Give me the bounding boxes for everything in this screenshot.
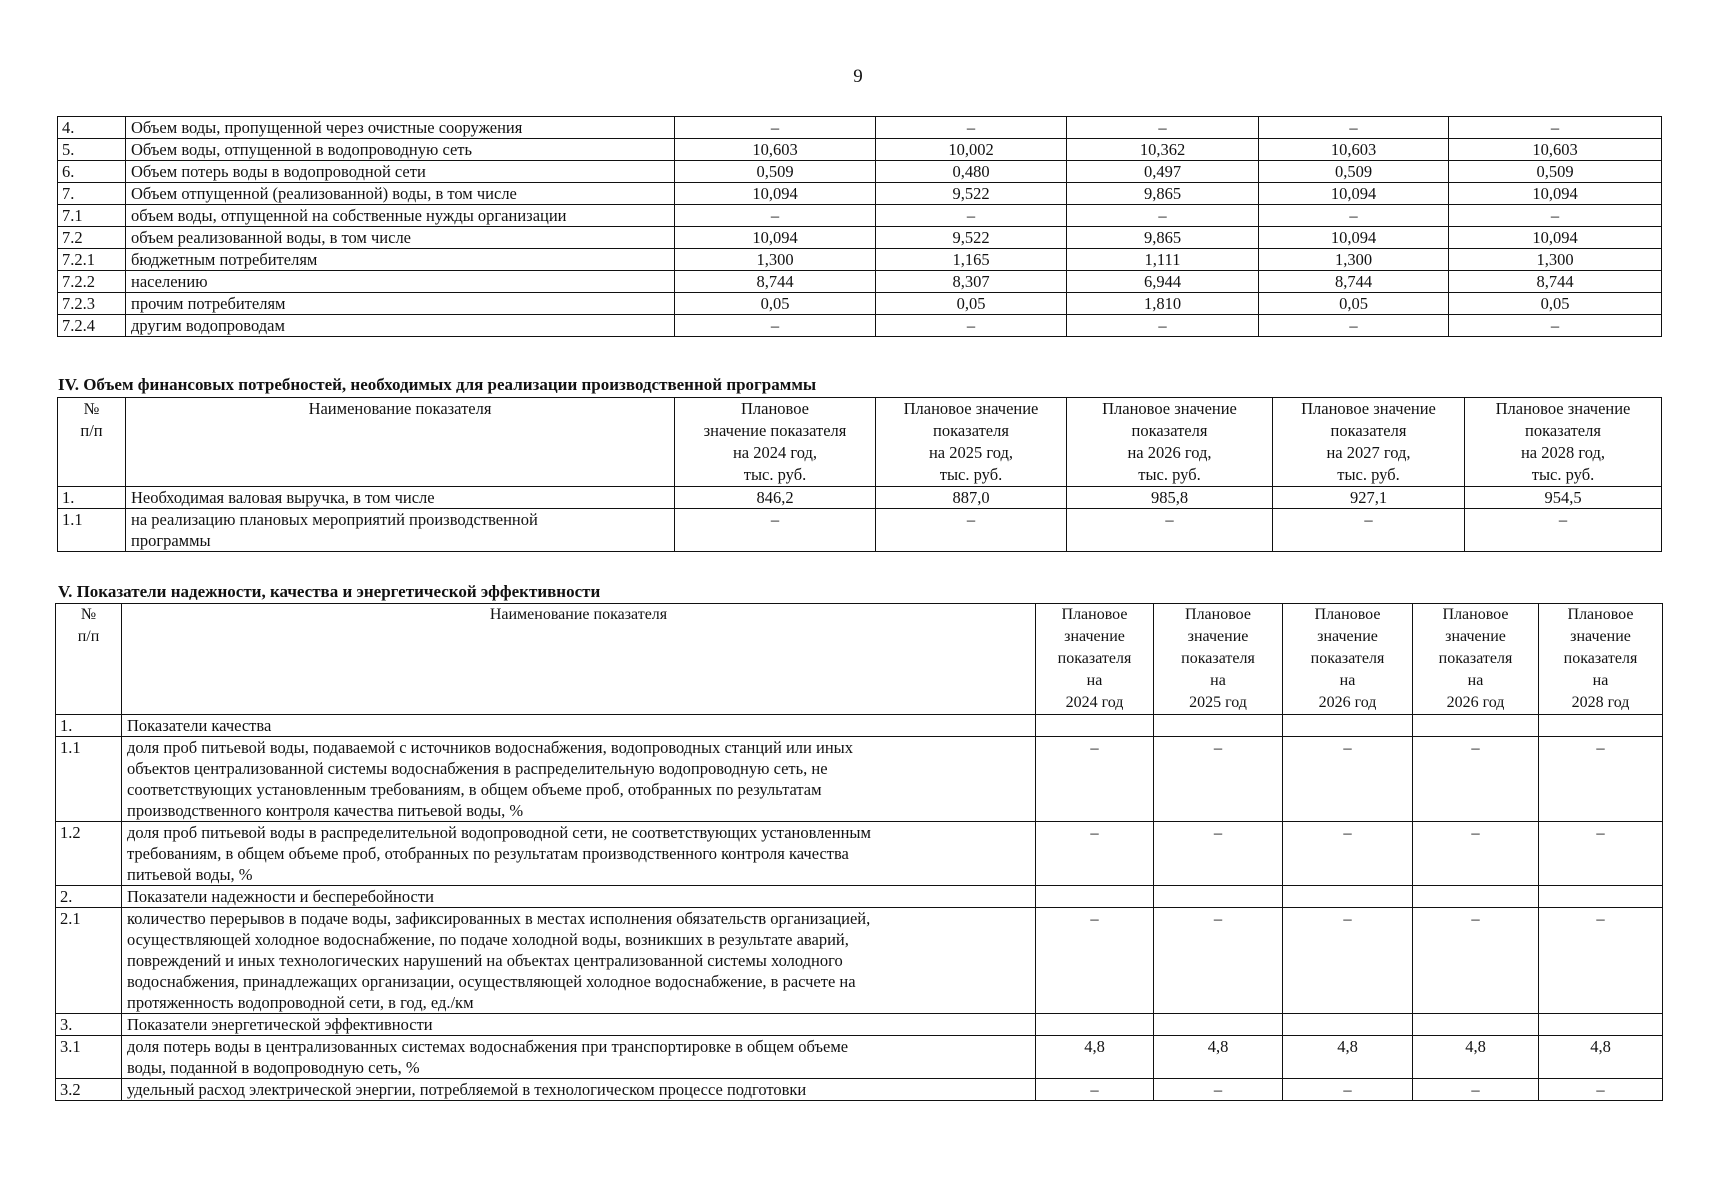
text-line: Плановое	[1061, 606, 1128, 623]
row-name: бюджетным потребителям	[126, 249, 675, 271]
text-line: доля потерь воды в централизованных системах водоснабжения при транспортировке в общем объеме	[127, 1037, 849, 1056]
value-cell	[1154, 715, 1283, 737]
row-number: 1.1	[56, 737, 122, 822]
value-cell	[1283, 1014, 1413, 1036]
text-line: объектов централизованной системы водоснабжения в распределительную водопроводную сеть, не	[127, 759, 828, 778]
value-cell: 8,744	[675, 271, 876, 293]
text-line: протяженность водопроводной сети, в год, ед./км	[127, 993, 474, 1012]
section-title: V. Показатели надежности, качества и энергетической эффективности	[58, 582, 601, 601]
value-cell: 0,05	[675, 293, 876, 315]
text-line: тыс. руб.	[1531, 465, 1595, 484]
value-cell: 8,744	[1259, 271, 1449, 293]
row-name	[122, 1079, 1036, 1101]
row-number: 2.1	[56, 908, 122, 1014]
text-line: на 2025 год,	[928, 443, 1014, 462]
text-line: значение	[1187, 628, 1249, 645]
table-row	[56, 715, 1663, 737]
header-col-cell	[1154, 604, 1283, 715]
table-row	[56, 1079, 1663, 1101]
row-number: 7.	[58, 183, 126, 205]
row-number: 1.	[58, 487, 126, 509]
text-line: значение	[1317, 628, 1378, 645]
value-cell: 1,111	[1067, 249, 1259, 271]
value-cell: –	[1413, 1079, 1539, 1101]
table-row	[58, 227, 1662, 249]
value-cell	[1283, 715, 1413, 737]
row-name	[122, 822, 1036, 886]
text-line: доля проб питьевой воды в распределительной водопроводной сети, не соответствующих установленным	[127, 823, 871, 842]
row-number: 3.	[56, 1014, 122, 1036]
value-cell: –	[1154, 908, 1283, 1014]
header-col-cell	[1465, 398, 1662, 487]
water-volume-table	[57, 116, 1662, 337]
header-col-cell	[1273, 398, 1465, 487]
text-line: тыс. руб.	[743, 465, 807, 484]
table-row	[58, 183, 1662, 205]
header-row	[58, 398, 1662, 487]
text-line: Плановое	[1314, 606, 1381, 623]
row-name: Объем потерь воды в водопроводной сети	[126, 161, 675, 183]
text-line: Плановое значение	[1102, 399, 1237, 418]
value-cell: –	[1036, 737, 1154, 822]
row-name	[122, 908, 1036, 1014]
page-number: 9	[853, 66, 863, 87]
value-cell: 9,865	[1067, 183, 1259, 205]
row-number: 7.2	[58, 227, 126, 249]
text-line: показателя	[1057, 650, 1132, 667]
value-cell: –	[1036, 908, 1154, 1014]
text-line: п/п	[77, 628, 100, 645]
text-line: программы	[131, 531, 211, 550]
row-name	[126, 487, 675, 509]
value-cell: –	[1539, 737, 1663, 822]
value-cell: 10,094	[1259, 227, 1449, 249]
header-col-cell	[1539, 604, 1663, 715]
value-cell: –	[1067, 315, 1259, 337]
value-cell: 4,8	[1539, 1036, 1663, 1079]
reliability-quality-table	[55, 603, 1663, 1101]
value-cell: –	[1539, 1079, 1663, 1101]
table-row	[58, 509, 1662, 552]
text-line: тыс. руб.	[1138, 465, 1201, 484]
value-cell: 6,944	[1067, 271, 1259, 293]
value-cell: 4,8	[1036, 1036, 1154, 1079]
value-cell: –	[1539, 908, 1663, 1014]
header-col-cell	[1067, 398, 1273, 487]
text-line: соответствующих установленным требованиям, в общем объеме проб, отобранных по результатам	[127, 780, 822, 799]
row-number: 7.1	[58, 205, 126, 227]
value-cell: 9,522	[876, 227, 1067, 249]
text-line: показателя	[1438, 650, 1513, 667]
value-cell: 4,8	[1283, 1036, 1413, 1079]
value-cell: –	[1465, 509, 1662, 552]
row-name	[122, 715, 1036, 737]
value-cell: –	[1154, 737, 1283, 822]
text-line: повреждений и иных технологических нарушений на объектах централизованной системы холодного	[127, 951, 843, 970]
row-name	[126, 509, 675, 552]
value-cell: –	[1259, 315, 1449, 337]
table-row	[58, 315, 1662, 337]
text-line: значение	[1064, 628, 1125, 645]
value-cell: 10,603	[1449, 139, 1662, 161]
value-cell: –	[675, 117, 876, 139]
table-row	[58, 161, 1662, 183]
text-line: показателя	[1310, 650, 1385, 667]
value-cell: 4,8	[1413, 1036, 1539, 1079]
text-line: на 2028 год,	[1520, 443, 1606, 462]
table-row	[56, 1014, 1663, 1036]
value-cell: –	[1036, 822, 1154, 886]
text-line: на 2026 год,	[1127, 443, 1212, 462]
value-cell	[1036, 715, 1154, 737]
value-cell: 10,603	[1259, 139, 1449, 161]
value-cell: 9,522	[876, 183, 1067, 205]
text-line: показателя	[1563, 650, 1638, 667]
row-number: 1.2	[56, 822, 122, 886]
value-cell: 9,865	[1067, 227, 1259, 249]
value-cell: –	[1449, 315, 1662, 337]
table-row	[58, 139, 1662, 161]
value-cell: –	[1154, 822, 1283, 886]
text-line: водоснабжения, принадлежащих организации, осуществляющей холодное водоснабжение, в расчете на	[127, 972, 856, 991]
header-num-cell	[58, 398, 126, 487]
text-line: Необходимая валовая выручка, в том числе	[131, 488, 435, 507]
row-number: 7.2.4	[58, 315, 126, 337]
value-cell: –	[1283, 737, 1413, 822]
value-cell: 0,497	[1067, 161, 1259, 183]
value-cell	[1413, 715, 1539, 737]
row-number: 6.	[58, 161, 126, 183]
header-col-cell	[1413, 604, 1539, 715]
value-cell: –	[1449, 205, 1662, 227]
value-cell: 10,094	[1449, 183, 1662, 205]
text-line: Показатели энергетической эффективности	[127, 1015, 433, 1034]
value-cell: –	[1413, 908, 1539, 1014]
text-line: Плановое значение	[1301, 399, 1436, 418]
text-line: доля проб питьевой воды, подаваемой с источников водоснабжения, водопроводных станций или иных	[127, 738, 853, 757]
value-cell	[1154, 1014, 1283, 1036]
text-line: Плановое	[740, 399, 809, 418]
value-cell: –	[1539, 822, 1663, 886]
row-name	[122, 1036, 1036, 1079]
text-line: Плановое значение	[1495, 399, 1631, 418]
text-line: Показатели надежности и бесперебойности	[127, 887, 434, 906]
value-cell: –	[1413, 737, 1539, 822]
row-name: Объем отпущенной (реализованной) воды, в том числе	[126, 183, 675, 205]
row-number: 7.2.1	[58, 249, 126, 271]
value-cell: 8,744	[1449, 271, 1662, 293]
value-cell: –	[876, 509, 1067, 552]
row-number: 3.2	[56, 1079, 122, 1101]
text-line: на	[1210, 672, 1226, 689]
value-cell: 0,509	[1449, 161, 1662, 183]
header-name-cell: Наименование показателя	[126, 398, 675, 487]
text-line: значение	[1445, 628, 1506, 645]
text-line: питьевой воды, %	[127, 865, 253, 884]
value-cell	[1283, 886, 1413, 908]
value-cell: 10,094	[1259, 183, 1449, 205]
value-cell: 887,0	[876, 487, 1067, 509]
header-col-cell	[876, 398, 1067, 487]
text-line: значение показателя	[703, 421, 847, 440]
text-line: количество перерывов в подаче воды, зафиксированных в местах исполнения обязательств организацией,	[127, 909, 871, 928]
text-line: Плановое значение	[903, 399, 1039, 418]
table-row	[58, 205, 1662, 227]
value-cell: 0,509	[675, 161, 876, 183]
header-num-cell	[56, 604, 122, 715]
value-cell	[1036, 886, 1154, 908]
row-number: 1.1	[58, 509, 126, 552]
text-line: №	[80, 606, 97, 623]
value-cell: –	[1283, 822, 1413, 886]
value-cell: 846,2	[675, 487, 876, 509]
table-row	[56, 737, 1663, 822]
text-line: удельный расход электрической энергии, потребляемой в технологическом процессе подготовки	[127, 1080, 807, 1099]
text-line: значение	[1570, 628, 1631, 645]
value-cell: 0,480	[876, 161, 1067, 183]
value-cell: –	[876, 117, 1067, 139]
value-cell: –	[1413, 822, 1539, 886]
value-cell	[1539, 886, 1663, 908]
text-line: №	[83, 399, 100, 418]
table-row	[58, 117, 1662, 139]
header-col-cell	[1283, 604, 1413, 715]
text-line: 2024 год	[1065, 694, 1124, 711]
value-cell: –	[1259, 205, 1449, 227]
value-cell: –	[1283, 908, 1413, 1014]
table-row	[56, 822, 1663, 886]
text-line: п/п	[80, 421, 103, 440]
text-line: показателя	[1525, 421, 1601, 440]
value-cell	[1539, 715, 1663, 737]
value-cell: –	[1067, 205, 1259, 227]
value-cell: 0,05	[876, 293, 1067, 315]
text-line: на	[1339, 672, 1356, 689]
row-number: 2.	[56, 886, 122, 908]
row-name: прочим потребителям	[126, 293, 675, 315]
value-cell: 1,300	[1449, 249, 1662, 271]
value-cell	[1539, 1014, 1663, 1036]
value-cell: 0,509	[1259, 161, 1449, 183]
value-cell: –	[1449, 117, 1662, 139]
value-cell: –	[675, 509, 876, 552]
section-title: IV. Объем финансовых потребностей, необходимых для реализации производственной программы	[58, 375, 817, 394]
text-line: осуществляющей холодное водоснабжение, по подаче холодной воды, возникших в результате аварий,	[127, 930, 849, 949]
value-cell: –	[675, 205, 876, 227]
text-line: воды, поданной в водопроводную сеть, %	[127, 1058, 420, 1077]
text-line: на 2027 год,	[1326, 443, 1411, 462]
text-line: показателя	[933, 421, 1009, 440]
value-cell: –	[1067, 509, 1273, 552]
value-cell: 10,094	[675, 227, 876, 249]
header-col-cell	[675, 398, 876, 487]
value-cell: 10,002	[876, 139, 1067, 161]
text-line: на 2024 год,	[732, 443, 818, 462]
text-line: на	[1592, 672, 1609, 689]
value-cell: –	[1036, 1079, 1154, 1101]
text-line: 2026 год	[1318, 694, 1377, 711]
table-row	[58, 271, 1662, 293]
value-cell: –	[1067, 117, 1259, 139]
text-line: Плановое	[1442, 606, 1509, 623]
text-line: на	[1086, 672, 1103, 689]
value-cell: 10,094	[675, 183, 876, 205]
value-cell: 1,300	[675, 249, 876, 271]
row-name: Объем воды, отпущенной в водопроводную сеть	[126, 139, 675, 161]
value-cell: –	[1283, 1079, 1413, 1101]
header-col-cell	[1036, 604, 1154, 715]
row-name	[122, 1014, 1036, 1036]
row-number: 3.1	[56, 1036, 122, 1079]
value-cell: –	[876, 205, 1067, 227]
row-number: 7.2.2	[58, 271, 126, 293]
row-name	[122, 886, 1036, 908]
table-row	[56, 1036, 1663, 1079]
value-cell: 10,603	[675, 139, 876, 161]
financial-needs-table	[57, 397, 1662, 552]
text-line: производственного контроля качества питьевой воды, %	[127, 801, 524, 820]
value-cell: 10,094	[1449, 227, 1662, 249]
row-number: 7.2.3	[58, 293, 126, 315]
value-cell: 0,05	[1449, 293, 1662, 315]
value-cell: 1,165	[876, 249, 1067, 271]
text-line: тыс. руб.	[939, 465, 1003, 484]
value-cell: 8,307	[876, 271, 1067, 293]
row-name: населению	[126, 271, 675, 293]
value-cell: 1,810	[1067, 293, 1259, 315]
row-name: объем воды, отпущенной на собственные нужды организации	[126, 205, 675, 227]
text-line: показателя	[1330, 421, 1407, 440]
row-name: Объем воды, пропущенной через очистные сооружения	[126, 117, 675, 139]
table-row	[56, 908, 1663, 1014]
value-cell: –	[1273, 509, 1465, 552]
text-line: Плановое	[1185, 606, 1251, 623]
value-cell: 4,8	[1154, 1036, 1283, 1079]
text-line: 2028 год	[1571, 694, 1630, 711]
value-cell	[1036, 1014, 1154, 1036]
value-cell: –	[1154, 1079, 1283, 1101]
row-number: 5.	[58, 139, 126, 161]
row-number: 1.	[56, 715, 122, 737]
value-cell: 10,362	[1067, 139, 1259, 161]
value-cell: 0,05	[1259, 293, 1449, 315]
table-row	[58, 487, 1662, 509]
text-line: Показатели качества	[127, 716, 272, 735]
table-row	[58, 293, 1662, 315]
value-cell	[1413, 886, 1539, 908]
text-line: на	[1467, 672, 1484, 689]
value-cell: 927,1	[1273, 487, 1465, 509]
text-line: на реализацию плановых мероприятий производственной	[131, 510, 538, 529]
value-cell: –	[675, 315, 876, 337]
value-cell: 954,5	[1465, 487, 1662, 509]
row-name: другим водопроводам	[126, 315, 675, 337]
value-cell: –	[1259, 117, 1449, 139]
value-cell	[1154, 886, 1283, 908]
header-row	[56, 604, 1663, 715]
text-line: Плановое	[1567, 606, 1634, 623]
value-cell: 1,300	[1259, 249, 1449, 271]
header-name-cell: Наименование показателя	[122, 604, 1036, 715]
value-cell: 985,8	[1067, 487, 1273, 509]
row-name	[122, 737, 1036, 822]
text-line: показателя	[1181, 650, 1255, 667]
text-line: требованиям, в общем объеме проб, отобранных по результатам производственного контроля качества	[127, 844, 849, 863]
text-line: показателя	[1131, 421, 1208, 440]
value-cell: –	[876, 315, 1067, 337]
text-line: 2026 год	[1446, 694, 1505, 711]
table-row	[58, 249, 1662, 271]
row-name: объем реализованной воды, в том числе	[126, 227, 675, 249]
text-line: тыс. руб.	[1337, 465, 1400, 484]
table-row	[56, 886, 1663, 908]
row-number: 4.	[58, 117, 126, 139]
value-cell	[1413, 1014, 1539, 1036]
text-line: 2025 год	[1189, 694, 1247, 711]
